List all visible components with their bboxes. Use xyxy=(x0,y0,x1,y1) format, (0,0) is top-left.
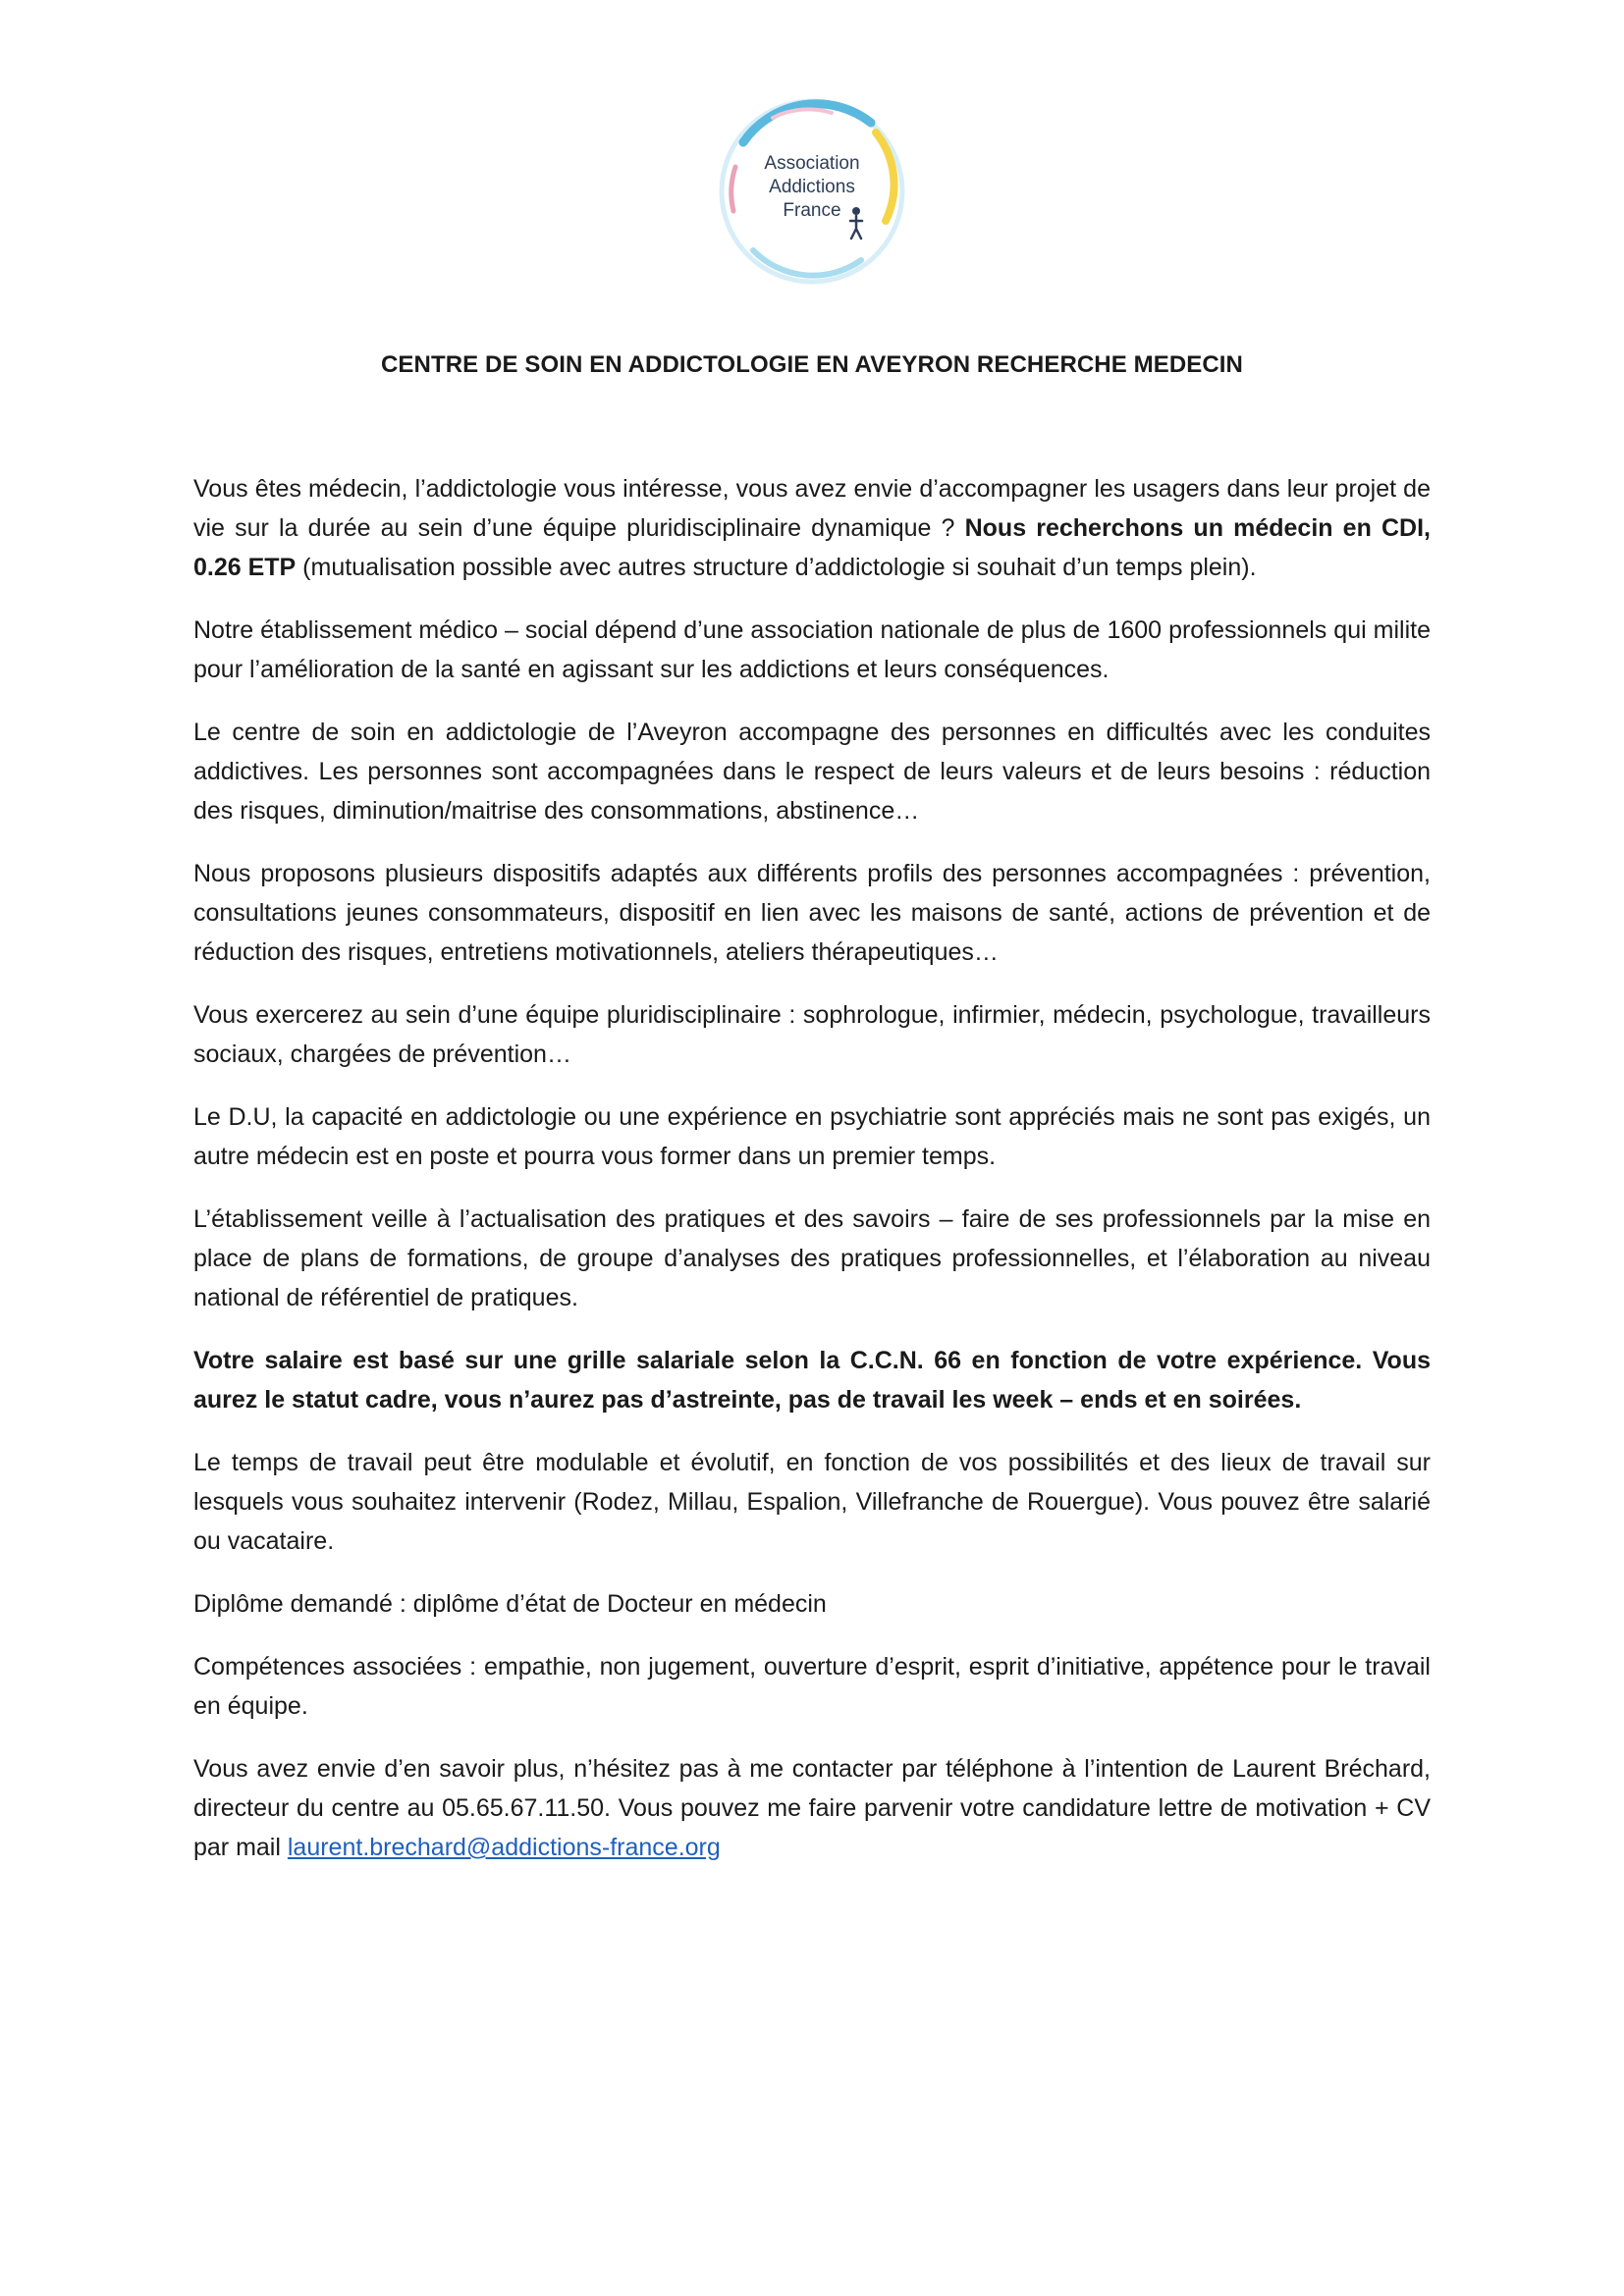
paragraph-requirements: Le D.U, la capacité en addictologie ou une expérience en psychiatrie sont appréciés mais ne sont pas exigés, un autre médecin est en poste et pourra vous former dans un premier temps. xyxy=(193,1103,1431,1170)
paragraph-skills: Compétences associées : empathie, non jugement, ouverture d’esprit, esprit d’initiative, appétence pour le travail en équipe. xyxy=(193,1653,1431,1720)
contact-text: Vous avez envie d’en savoir plus, n’hésitez pas à me contacter par téléphone à l’intention de Laurent Bréchard, directeur du centre au 05.65.67.11.50. Vous pouvez me faire parvenir votre candidature lettre de motivation + CV par mail xyxy=(193,1755,1431,1861)
intro-text-bold: Nous recherchons un médecin en CDI, 0.26 ETP xyxy=(193,514,1431,581)
paragraph-schedule: Le temps de travail peut être modulable et évolutif, en fonction de vos possibilités et des lieux de travail sur lesquels vous souhaitez intervenir (Rodez, Millau, Espalion, Villefranche de Rouergue). Vous pouvez être salarié ou vacataire. xyxy=(193,1449,1431,1555)
paragraph-training: L’établissement veille à l’actualisation des pratiques et des savoirs – faire de ses professionnels par la mise en place de plans de formations, de groupe d’analyses des pratiques professionnelles, et l’élaboration au niveau national de référentiel de pratiques. xyxy=(193,1205,1431,1311)
paragraph-diploma: Diplôme demandé : diplôme d’état de Docteur en médecin xyxy=(193,1590,827,1618)
paragraph-contact xyxy=(193,1749,1431,1867)
logo-text xyxy=(714,152,910,223)
paragraph-dispositifs: Nous proposons plusieurs dispositifs adaptés aux différents profils des personnes accompagnées : prévention, consultations jeunes consommateurs, dispositif en lien avec les maisons de santé, actions de prévention et de réduction des risques, entretiens motivationnels, ateliers thérapeutiques… xyxy=(193,860,1431,966)
logo-line-association: Association xyxy=(764,153,860,174)
paragraph-center: Le centre de soin en addictologie de l’Aveyron accompagne des personnes en difficultés avec les conduites addictives. Les personnes sont accompagnées dans le respect de leurs valeurs et de leurs besoins : réduction des risques, diminution/maitrise des consommations, abstinence… xyxy=(193,719,1431,825)
logo-line-france: France xyxy=(783,200,841,221)
intro-text-a: Vous êtes médecin, l’addictologie vous intéresse, vous avez envie d’accompagner les usagers dans leur projet de vie sur la durée au sein d’une équipe pluridisciplinaire dynamique ? xyxy=(193,475,1431,542)
paragraph-establishment: Notre établissement médico – social dépend d’une association nationale de plus de 1600 professionnels qui milite pour l’amélioration de la santé en agissant sur les addictions et leurs conséquences. xyxy=(193,616,1431,683)
page-title: CENTRE DE SOIN EN ADDICTOLOGIE EN AVEYRON RECHERCHE MEDECIN xyxy=(381,351,1243,378)
logo-line-addictions: Addictions xyxy=(769,177,855,197)
intro-text-b: (mutualisation possible avec autres structure d’addictologie si souhait d’un temps plein). xyxy=(296,554,1257,581)
paragraph-intro xyxy=(193,469,1431,587)
email-link[interactable]: laurent.brechard@addictions-france.org xyxy=(287,1834,721,1861)
document-body xyxy=(193,469,1431,1891)
association-logo xyxy=(714,93,910,290)
paragraph-salary: Votre salaire est basé sur une grille salariale selon la C.C.N. 66 en fonction de votre expérience. Vous aurez le statut cadre, vous n’aurez pas d’astreinte, pas de travail les week – ends et en soirées. xyxy=(193,1347,1431,1414)
paragraph-team: Vous exercerez au sein d’une équipe pluridisciplinaire : sophrologue, infirmier, médecin, psychologue, travailleurs sociaux, chargées de prévention… xyxy=(193,1001,1431,1068)
